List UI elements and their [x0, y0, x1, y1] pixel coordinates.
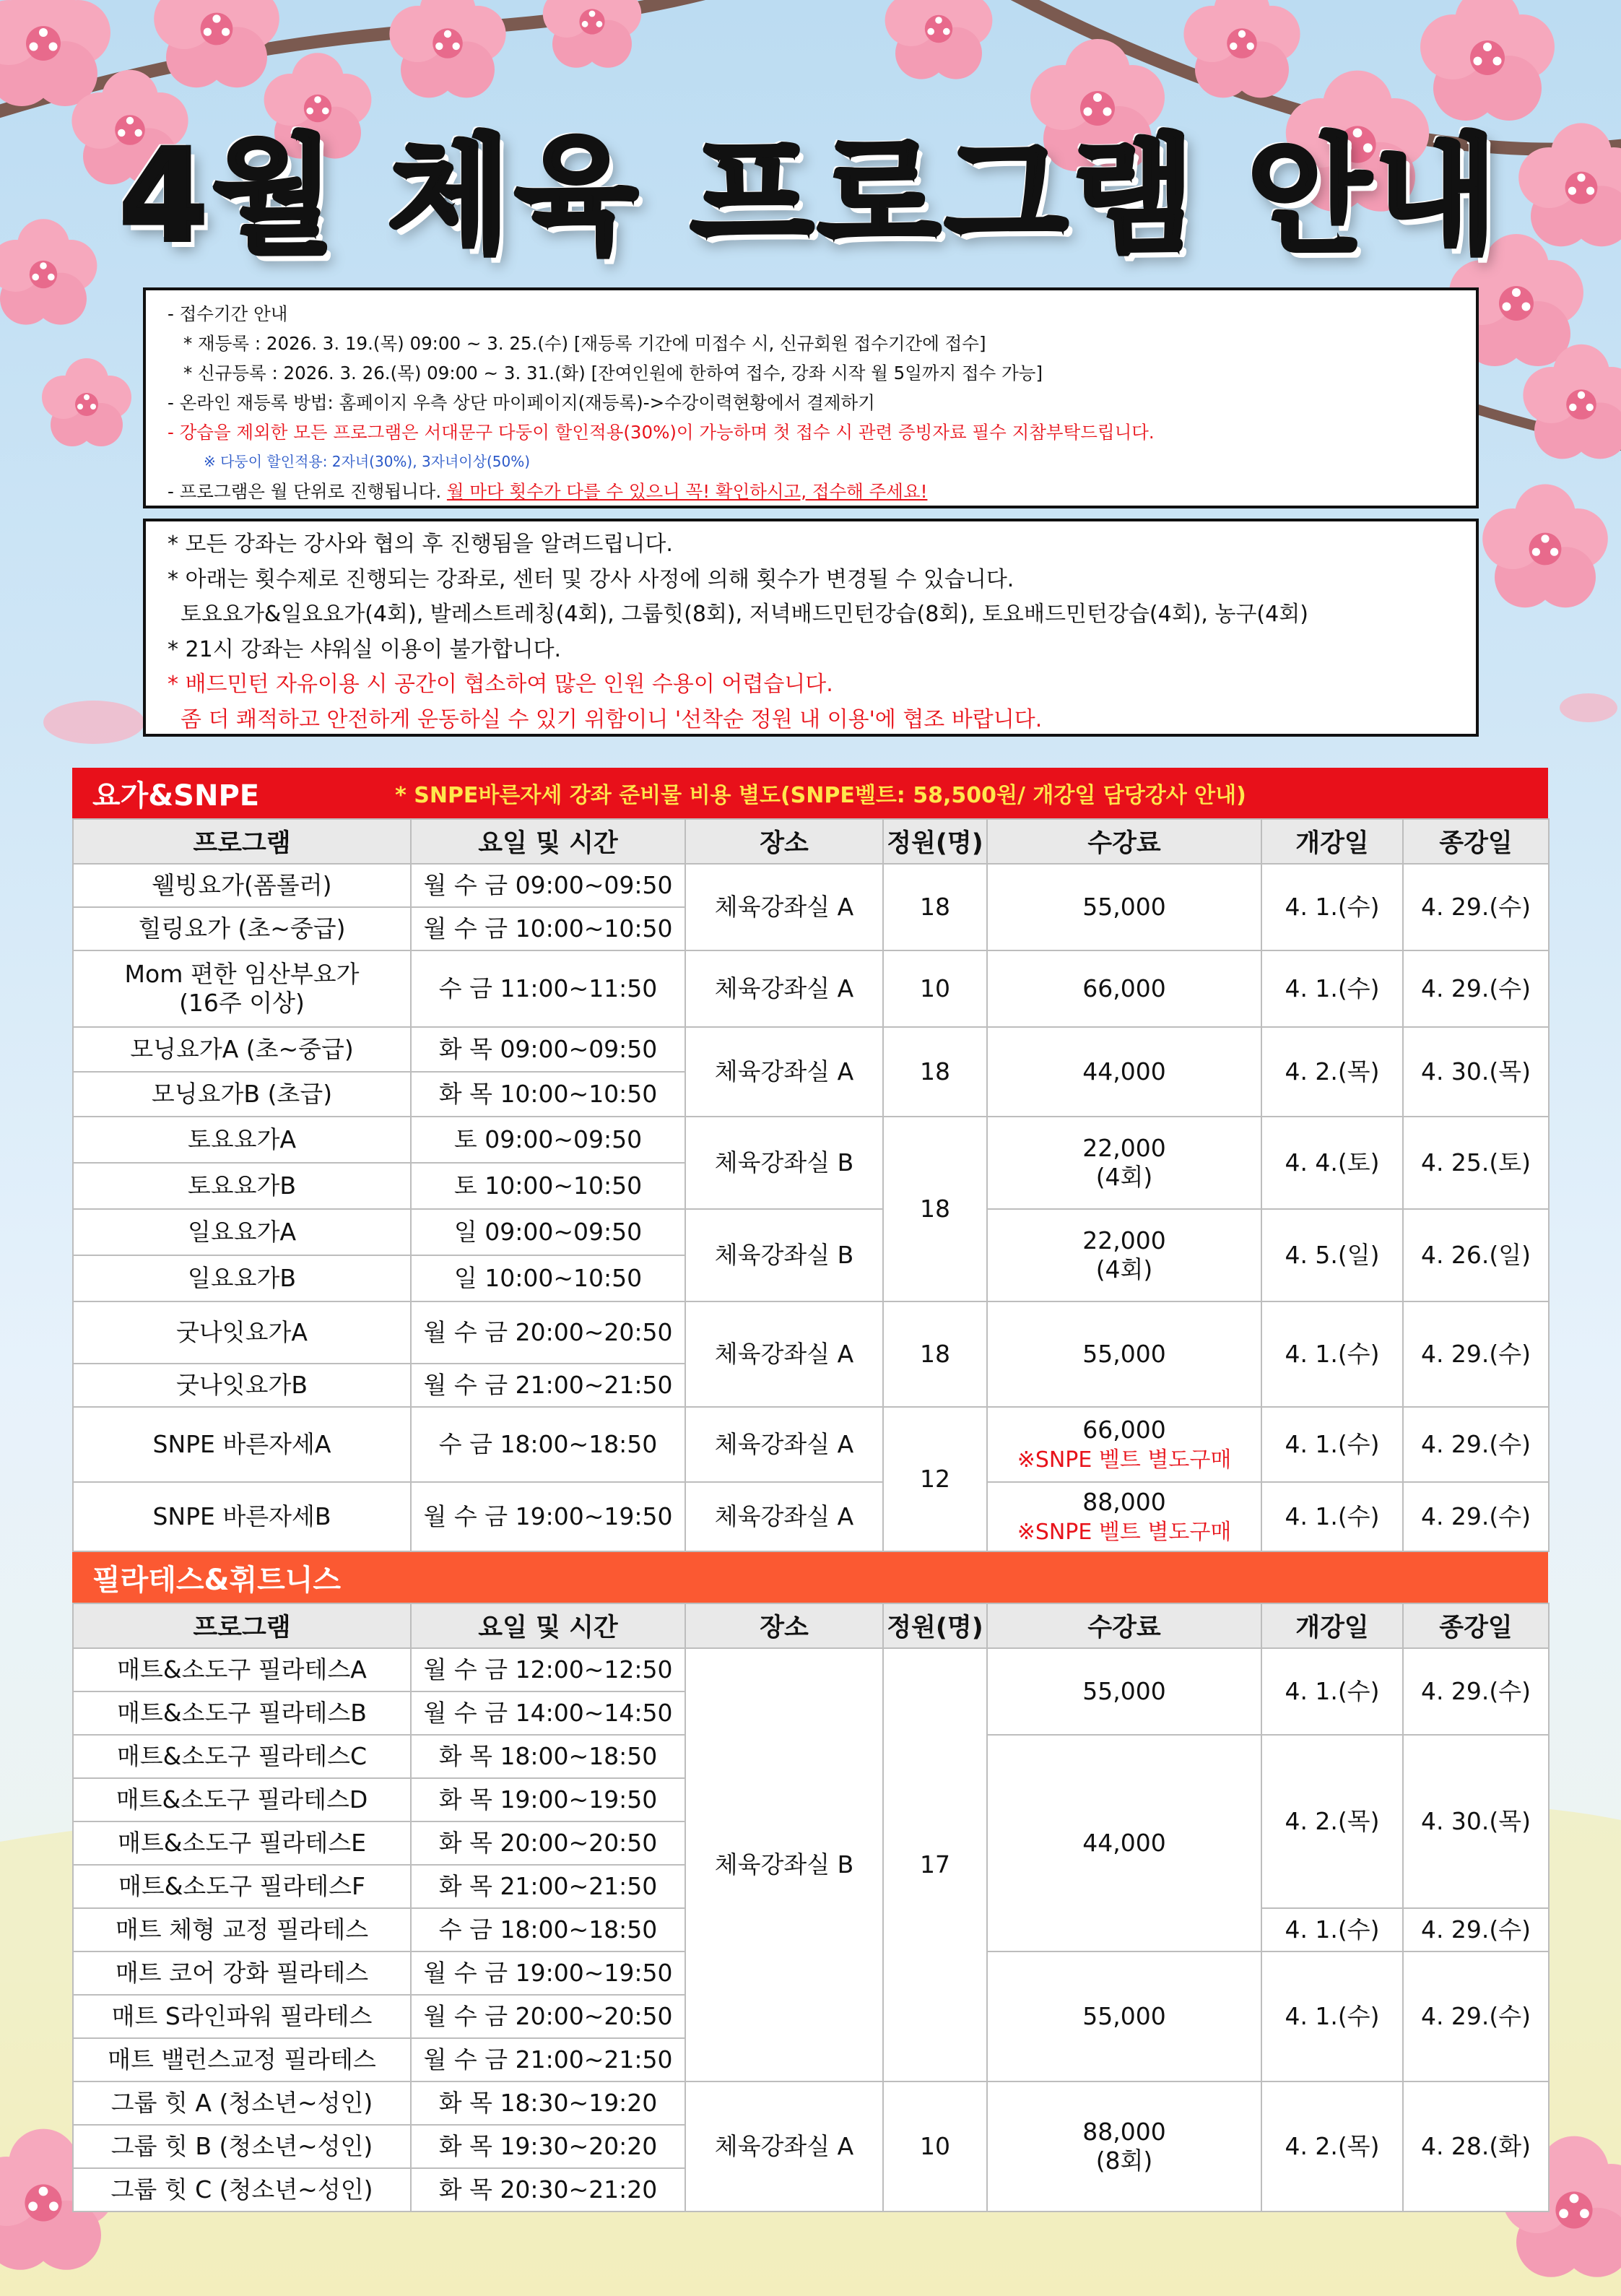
table-cell: 일요요가B	[73, 1255, 411, 1301]
table-cell: 4. 2.(목)	[1261, 1027, 1403, 1117]
table-cell: 월 수 금 21:00~21:50	[411, 1364, 685, 1407]
table-cell: 체육강좌실 A	[685, 1407, 883, 1482]
table-row	[73, 1648, 1549, 1691]
table-cell: 55,000	[987, 1951, 1261, 2081]
notice-line	[168, 477, 1454, 506]
notice-line: * 재등록 : 2026. 3. 19.(목) 09:00 ~ 3. 25.(수) [재등록 기간에 미접수 시, 신규회원 접수기간에 접수]	[183, 333, 986, 354]
table-cell: 4. 5.(일)	[1261, 1209, 1403, 1301]
table-cell: 4. 29.(수)	[1403, 1407, 1549, 1482]
column-header: 정원(명)	[883, 819, 987, 864]
table-cell: 체육강좌실 A	[685, 1301, 883, 1407]
table-cell: 22,000 (4회)	[987, 1117, 1261, 1209]
table-cell: 4. 1.(수)	[1261, 864, 1403, 950]
table-header-row	[73, 1603, 1549, 1648]
table-cell: 수 금 18:00~18:50	[411, 1407, 685, 1482]
section-header-yoga-snpe	[72, 768, 1548, 818]
notice-line: * 21시 강좌는 샤워실 이용이 불가합니다.	[168, 636, 562, 662]
table-cell: 굿나잇요가B	[73, 1364, 411, 1407]
table-cell: 4. 1.(수)	[1261, 1482, 1403, 1551]
table-cell: 4. 29.(수)	[1403, 950, 1549, 1027]
table-cell: 토요요가A	[73, 1117, 411, 1163]
table-row	[73, 2081, 1549, 2125]
yoga-snpe-table	[72, 818, 1550, 1552]
table-cell: 그룹 힛 A (청소년~성인)	[73, 2081, 411, 2125]
table-cell: 수 금 18:00~18:50	[411, 1908, 685, 1951]
price-note: ※SNPE 벨트 별도구매	[1017, 1519, 1232, 1545]
table-cell: 4. 29.(수)	[1403, 1482, 1549, 1551]
table-cell: 매트&소도구 필라테스D	[73, 1778, 411, 1821]
table-cell: 4. 2.(목)	[1261, 2081, 1403, 2211]
table-cell: 화 목 21:00~21:50	[411, 1865, 685, 1908]
column-header: 요일 및 시간	[411, 1603, 685, 1648]
table-cell: 22,000 (4회)	[987, 1209, 1261, 1301]
table-cell: 4. 1.(수)	[1261, 1301, 1403, 1407]
notice-line: - 접수기간 안내	[168, 303, 288, 324]
notice-line: ※ 다둥이 할인적용: 2자녀(30%), 3자녀이상(50%)	[204, 453, 531, 470]
table-cell: 화 목 19:30~20:20	[411, 2125, 685, 2168]
table-cell: 일요요가A	[73, 1209, 411, 1255]
table-cell: 매트 밸런스교정 필라테스	[73, 2038, 411, 2081]
table-cell: 4. 26.(일)	[1403, 1209, 1549, 1301]
table-row	[73, 1027, 1549, 1072]
notice-text: - 프로그램은 월 단위로 진행됩니다.	[168, 481, 447, 502]
table-cell: 매트 S라인파워 필라테스	[73, 1995, 411, 2038]
notice-line: - 강습을 제외한 모든 프로그램은 서대문구 다둥이 할인적용(30%)이 가능하며 첫 접수 시 관련 증빙자료 필수 지참부탁드립니다.	[168, 422, 1155, 443]
section-header-pilates-fitness	[72, 1552, 1548, 1603]
table-cell: 매트&소도구 필라테스F	[73, 1865, 411, 1908]
table-cell: 월 수 금 09:00~09:50	[411, 864, 685, 907]
table-cell: 88,000 ※SNPE 벨트 별도구매	[987, 1482, 1261, 1551]
table-cell: 일 10:00~10:50	[411, 1255, 685, 1301]
table-cell: 4. 1.(수)	[1261, 1951, 1403, 2081]
table-cell: 월 수 금 12:00~12:50	[411, 1648, 685, 1691]
table-cell: SNPE 바른자세A	[73, 1407, 411, 1482]
table-cell: 10	[883, 950, 987, 1027]
table-cell: 18	[883, 1301, 987, 1407]
table-cell: 매트&소도구 필라테스A	[73, 1648, 411, 1691]
notice-line: - 온라인 재등록 방법: 홈페이지 우측 상단 마이페이지(재등록)->수강이력현황에서 결제하기	[168, 392, 875, 413]
table-cell: 4. 29.(수)	[1403, 1908, 1549, 1951]
table-cell: 체육강좌실 A	[685, 864, 883, 950]
table-cell: 그룹 힛 B (청소년~성인)	[73, 2125, 411, 2168]
table-cell: 4. 29.(수)	[1403, 864, 1549, 950]
table-cell: 88,000 (8회)	[987, 2081, 1261, 2211]
table-cell: 굿나잇요가A	[73, 1301, 411, 1364]
table-cell: 수 금 11:00~11:50	[411, 950, 685, 1027]
column-header: 개강일	[1261, 1603, 1403, 1648]
column-header: 개강일	[1261, 819, 1403, 864]
table-cell: 4. 28.(화)	[1403, 2081, 1549, 2211]
table-cell: 매트&소도구 필라테스B	[73, 1691, 411, 1735]
table-cell: 18	[883, 1117, 987, 1301]
table-cell: 체육강좌실 B	[685, 1117, 883, 1209]
table-cell: 그룹 힛 C (청소년~성인)	[73, 2168, 411, 2211]
table-cell: 18	[883, 864, 987, 950]
column-header: 프로그램	[73, 819, 411, 864]
table-header-row	[73, 819, 1549, 864]
table-row	[73, 1482, 1549, 1551]
table-row	[73, 1117, 1549, 1163]
column-header: 장소	[685, 1603, 883, 1648]
column-header: 수강료	[987, 819, 1261, 864]
notice-line: * 배드민턴 자유이용 시 공간이 협소하여 많은 인원 수용이 어렵습니다.	[168, 672, 833, 697]
notice-line: * 아래는 횟수제로 진행되는 강좌로, 센터 및 강사 사정에 의해 횟수가 변경될 수 있습니다.	[168, 566, 1014, 592]
table-cell: 매트 체형 교정 필라테스	[73, 1908, 411, 1951]
table-cell: 화 목 10:00~10:50	[411, 1072, 685, 1117]
table-cell: SNPE 바른자세B	[73, 1482, 411, 1551]
table-cell: 일 09:00~09:50	[411, 1209, 685, 1255]
table-cell: 화 목 20:30~21:20	[411, 2168, 685, 2211]
table-cell: 토요요가B	[73, 1163, 411, 1209]
table-cell: 4. 30.(목)	[1403, 1027, 1549, 1117]
table-cell: 17	[883, 1648, 987, 2081]
table-cell: 4. 1.(수)	[1261, 1908, 1403, 1951]
column-header: 장소	[685, 819, 883, 864]
table-cell: 체육강좌실 A	[685, 950, 883, 1027]
general-notice-box	[143, 519, 1479, 737]
column-header: 정원(명)	[883, 1603, 987, 1648]
notice-emphasis: 월 마다 횟수가 다를 수 있으니 꼭! 확인하시고, 접수해 주세요!	[446, 481, 928, 502]
table-cell: 4. 25.(토)	[1403, 1117, 1549, 1209]
table-cell: 4. 29.(수)	[1403, 1648, 1549, 1735]
table-row	[73, 1209, 1549, 1255]
table-cell: 4. 1.(수)	[1261, 1407, 1403, 1482]
table-cell: 4. 4.(토)	[1261, 1117, 1403, 1209]
notice-line: 토요요가&일요요가(4회), 발레스트레칭(4회), 그룹힛(8회), 저녁배드민턴강습(8회), 토요배드민턴강습(4회), 농구(4회)	[181, 602, 1308, 627]
pilates-fitness-table	[72, 1603, 1550, 2212]
column-header: 종강일	[1403, 819, 1549, 864]
column-header: 프로그램	[73, 1603, 411, 1648]
table-cell: 화 목 18:30~19:20	[411, 2081, 685, 2125]
table-cell: 월 수 금 20:00~20:50	[411, 1301, 685, 1364]
table-cell: 매트&소도구 필라테스E	[73, 1821, 411, 1865]
table-cell: 매트 코어 강화 필라테스	[73, 1951, 411, 1995]
table-cell: 월 수 금 20:00~20:50	[411, 1995, 685, 2038]
table-row	[73, 1407, 1549, 1482]
table-cell: 4. 2.(목)	[1261, 1735, 1403, 1908]
table-cell: 체육강좌실 A	[685, 1482, 883, 1551]
column-header: 요일 및 시간	[411, 819, 685, 864]
table-cell: 55,000	[987, 864, 1261, 950]
table-cell: 4. 1.(수)	[1261, 950, 1403, 1027]
table-cell: Mom 편한 임산부요가 (16주 이상)	[73, 950, 411, 1027]
table-cell: 4. 1.(수)	[1261, 1648, 1403, 1735]
section-title: 요가&SNPE	[92, 779, 260, 813]
table-cell: 화 목 20:00~20:50	[411, 1821, 685, 1865]
table-cell: 66,000	[987, 950, 1261, 1027]
table-cell: 매트&소도구 필라테스C	[73, 1735, 411, 1778]
column-header: 종강일	[1403, 1603, 1549, 1648]
table-cell: 66,000 ※SNPE 벨트 별도구매	[987, 1407, 1261, 1482]
table-cell: 체육강좌실 B	[685, 1209, 883, 1301]
notice-line: * 모든 강좌는 강사와 협의 후 진행됨을 알려드립니다.	[168, 532, 673, 557]
table-cell: 힐링요가 (초~중급)	[73, 907, 411, 950]
table-cell: 화 목 19:00~19:50	[411, 1778, 685, 1821]
table-cell: 체육강좌실 A	[685, 2081, 883, 2211]
table-cell: 월 수 금 21:00~21:50	[411, 2038, 685, 2081]
table-cell: 44,000	[987, 1735, 1261, 1951]
table-cell: 12	[883, 1407, 987, 1551]
table-cell: 모닝요가B (초급)	[73, 1072, 411, 1117]
section-note: * SNPE바른자세 강좌 준비물 비용 별도(SNPE벨트: 58,500원/ 개강일 담당강사 안내)	[395, 783, 1246, 808]
notice-line: 좀 더 쾌적하고 안전하게 운동하실 수 있기 위함이니 '선착순 정원 내 이용'에 협조 바랍니다.	[181, 706, 1043, 732]
table-row	[73, 864, 1549, 907]
table-cell: 월 수 금 19:00~19:50	[411, 1482, 685, 1551]
table-cell: 4. 29.(수)	[1403, 1301, 1549, 1407]
table-row	[73, 1301, 1549, 1364]
program-schedule	[72, 768, 1548, 2212]
column-header: 수강료	[987, 1603, 1261, 1648]
table-cell: 토 10:00~10:50	[411, 1163, 685, 1209]
table-cell: 18	[883, 1027, 987, 1117]
notice-line: * 신규등록 : 2026. 3. 26.(목) 09:00 ~ 3. 31.(화) [잔여인원에 한하여 접수, 강좌 시작 월 5일까지 접수 가능]	[183, 363, 1043, 384]
table-cell: 44,000	[987, 1027, 1261, 1117]
table-cell: 55,000	[987, 1648, 1261, 1735]
registration-notice-box	[143, 287, 1479, 508]
table-cell: 10	[883, 2081, 987, 2211]
table-cell: 웰빙요가(폼롤러)	[73, 864, 411, 907]
page-title: 4월 체육 프로그램 안내	[119, 122, 1502, 270]
price-note: ※SNPE 벨트 별도구매	[1017, 1447, 1232, 1473]
table-cell: 4. 29.(수)	[1403, 1951, 1549, 2081]
table-row	[73, 950, 1549, 1027]
table-cell: 화 목 09:00~09:50	[411, 1027, 685, 1072]
table-cell: 체육강좌실 A	[685, 1027, 883, 1117]
table-cell: 토 09:00~09:50	[411, 1117, 685, 1163]
table-cell: 화 목 18:00~18:50	[411, 1735, 685, 1778]
table-cell: 월 수 금 10:00~10:50	[411, 907, 685, 950]
table-cell: 55,000	[987, 1301, 1261, 1407]
table-cell: 4. 30.(목)	[1403, 1735, 1549, 1908]
table-cell: 체육강좌실 B	[685, 1648, 883, 2081]
table-cell: 월 수 금 19:00~19:50	[411, 1951, 685, 1995]
table-cell: 모닝요가A (초~중급)	[73, 1027, 411, 1072]
section-title: 필라테스&휘트니스	[92, 1563, 342, 1597]
table-cell: 월 수 금 14:00~14:50	[411, 1691, 685, 1735]
